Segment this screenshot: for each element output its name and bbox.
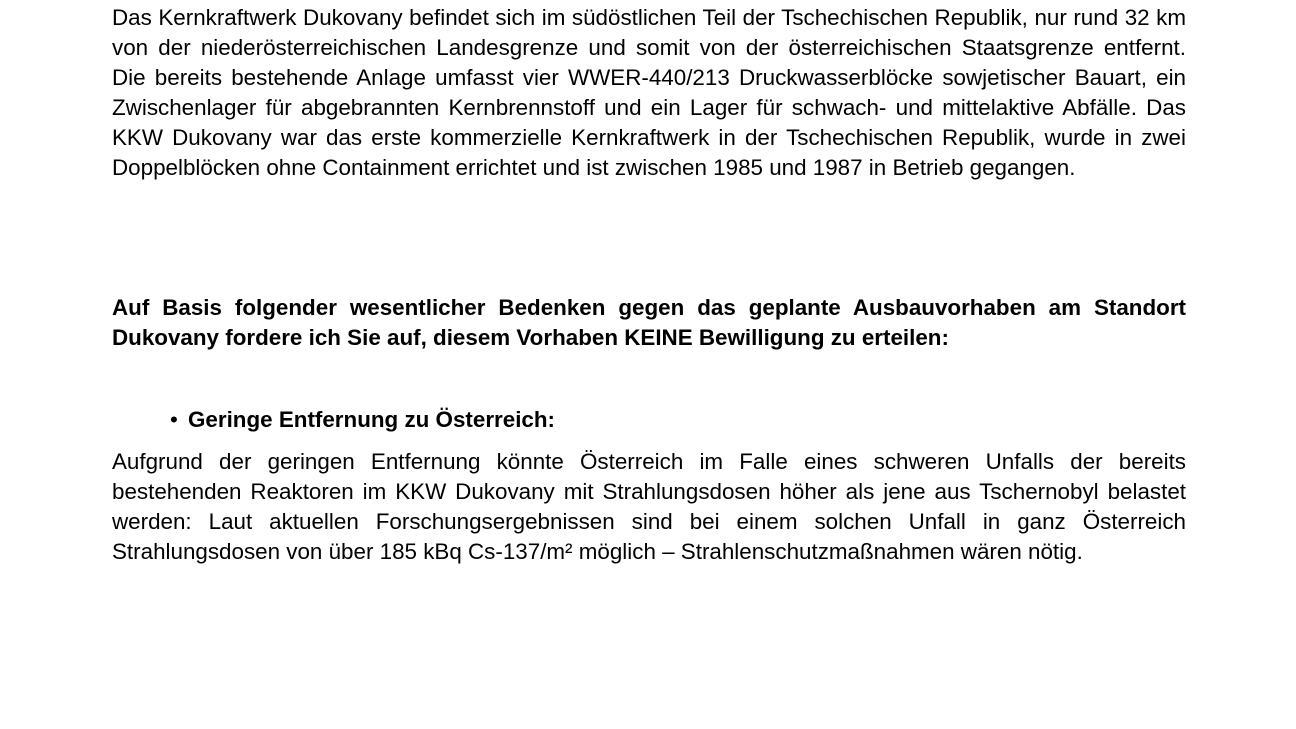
bullet-icon: •	[170, 407, 178, 432]
document-page	[112, 3, 1186, 567]
bullet-heading: Geringe Entfernung zu Österreich:	[188, 407, 556, 432]
distance-paragraph: Aufgrund der geringen Entfernung könnte Österreich im Falle eines schweren Unfalls der bereits bestehenden Reaktoren im KKW Dukovany mit Strahlungsdosen höher als jene aus Tschernobyl belastet werden: Laut aktuellen Forschungsergebnissen sind bei einem solchen Unfall in ganz Österreich Strahlungsdosen von über 185 kBq Cs-137/m² möglich – Strahlenschutzmaßnahmen wären nötig.	[112, 449, 1186, 564]
demand-paragraph: Auf Basis folgender wesentlicher Bedenken gegen das geplante Ausbauvorhaben am Standort Dukovany fordere ich Sie auf, diesem Vorhaben KEINE Bewilligung zu erteilen:	[112, 295, 1186, 350]
bullet-item-distance	[112, 405, 1186, 435]
intro-paragraph: Das Kernkraftwerk Dukovany befindet sich im südöstlichen Teil der Tschechischen Republik, nur rund 32 km von der niederösterreichischen Landesgrenze und somit von der österreichischen Staatsgrenze entfernt. Die bereits bestehende Anlage umfasst vier WWER-440/213 Druckwasserblöcke sowjetischer Bauart, ein Zwischenlager für abgebrannten Kernbrennstoff und ein Lager für schwach- und mittelaktive Abfälle. Das KKW Dukovany war das erste kommerzielle Kernkraftwerk in der Tschechischen Republik, wurde in zwei Doppelblöcken ohne Containment errichtet und ist zwischen 1985 und 1987 in Betrieb gegangen.	[112, 5, 1186, 180]
